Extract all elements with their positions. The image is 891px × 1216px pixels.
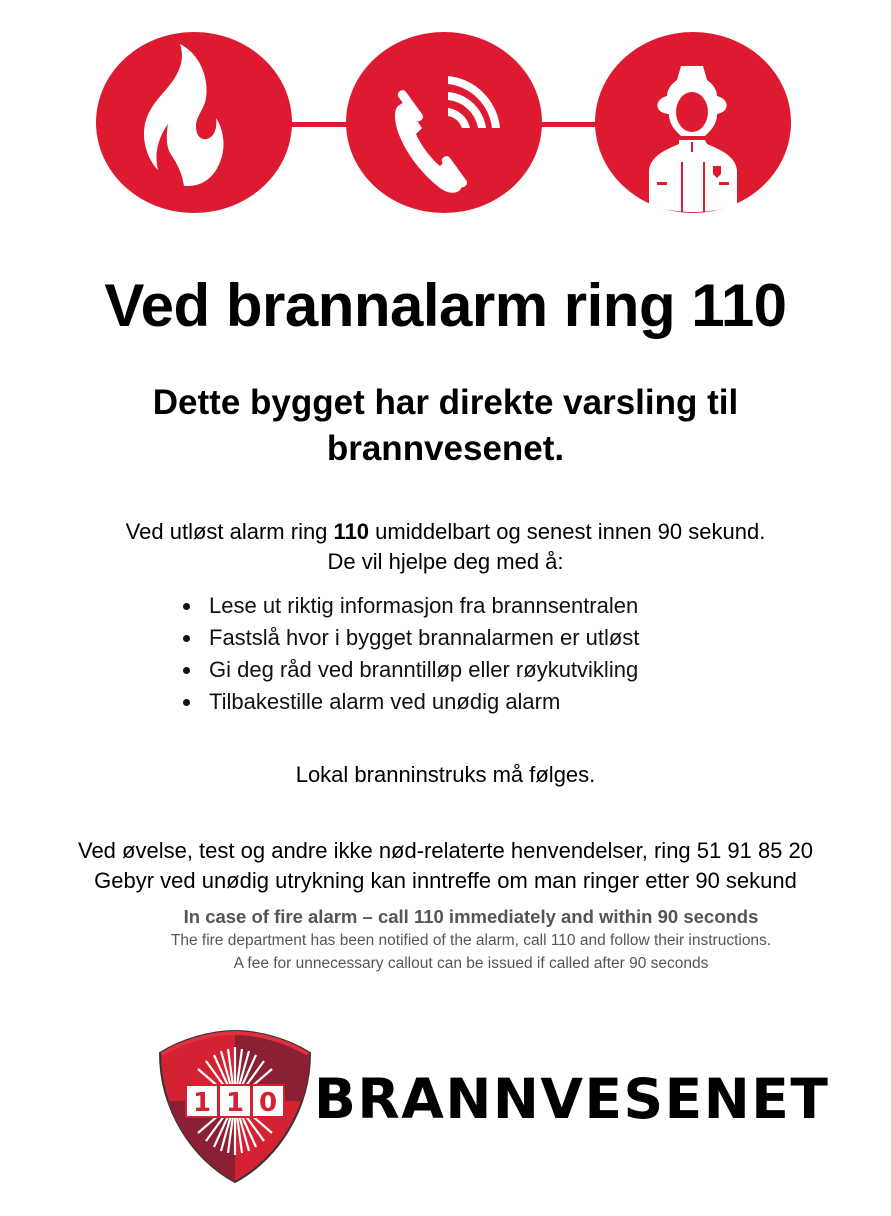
list-item: Tilbakestille alarm ved unødig alarm (180, 686, 639, 718)
intro-line-2: De vil hjelpe deg med å: (327, 549, 564, 574)
emergency-number: 110 (333, 519, 370, 544)
icon-banner (0, 0, 891, 240)
phone-circle (346, 32, 542, 213)
bullet-icon (183, 603, 190, 610)
brannvesenet-wordmark: BRANNVESENET (314, 1067, 830, 1131)
bullet-icon (183, 667, 190, 674)
logo-digit: 1 (192, 1088, 212, 1118)
intro-text (0, 517, 891, 577)
english-line-2: A fee for unnecessary callout can be issued if called after 90 seconds (233, 955, 709, 972)
connector-line (538, 122, 598, 127)
intro-line-1: Ved utløst alarm ring 110 umiddelbart og senest innen 90 sekund. (125, 519, 766, 544)
logo-digit: 0 (258, 1088, 278, 1118)
phone-icon (346, 32, 542, 213)
firefighter-circle (595, 32, 791, 213)
shield-icon (158, 1029, 312, 1184)
fire-circle (96, 32, 292, 213)
subtitle-line-1: Dette bygget har direkte varsling til (152, 383, 739, 422)
bullet-icon (183, 699, 190, 706)
bullet-icon (183, 635, 190, 642)
logo-digit: 1 (225, 1088, 245, 1118)
non-emergency-line-2: Gebyr ved unødig utrykning kan inntreffe om man ringer etter 90 sekund (94, 868, 797, 893)
list-item: Fastslå hvor i bygget brannalarmen er utløst (180, 622, 639, 654)
non-emergency-info (0, 836, 891, 896)
page-title: Ved brannalarm ring 110 (104, 272, 787, 339)
connector-line (290, 122, 350, 127)
firefighter-icon (595, 32, 791, 213)
help-list (180, 590, 639, 718)
list-item: Gi deg råd ved branntilløp eller røykutvikling (180, 654, 639, 686)
brannvesenet-shield-logo (158, 1029, 312, 1184)
english-line-1: The fire department has been notified of the alarm, call 110 and follow their instructions. (170, 932, 772, 949)
subtitle (0, 380, 891, 472)
list-item: Lese ut riktig informasjon fra brannsentralen (180, 590, 639, 622)
local-instruction: Lokal branninstruks må følges. (295, 762, 596, 787)
english-section (60, 905, 882, 975)
subtitle-line-2: brannvesenet. (326, 429, 565, 468)
fire-icon (96, 32, 292, 213)
non-emergency-line-1: Ved øvelse, test og andre ikke nød-relaterte henvendelser, ring 51 91 85 20 (77, 838, 813, 863)
english-heading: In case of fire alarm – call 110 immediately and within 90 seconds (183, 906, 759, 927)
